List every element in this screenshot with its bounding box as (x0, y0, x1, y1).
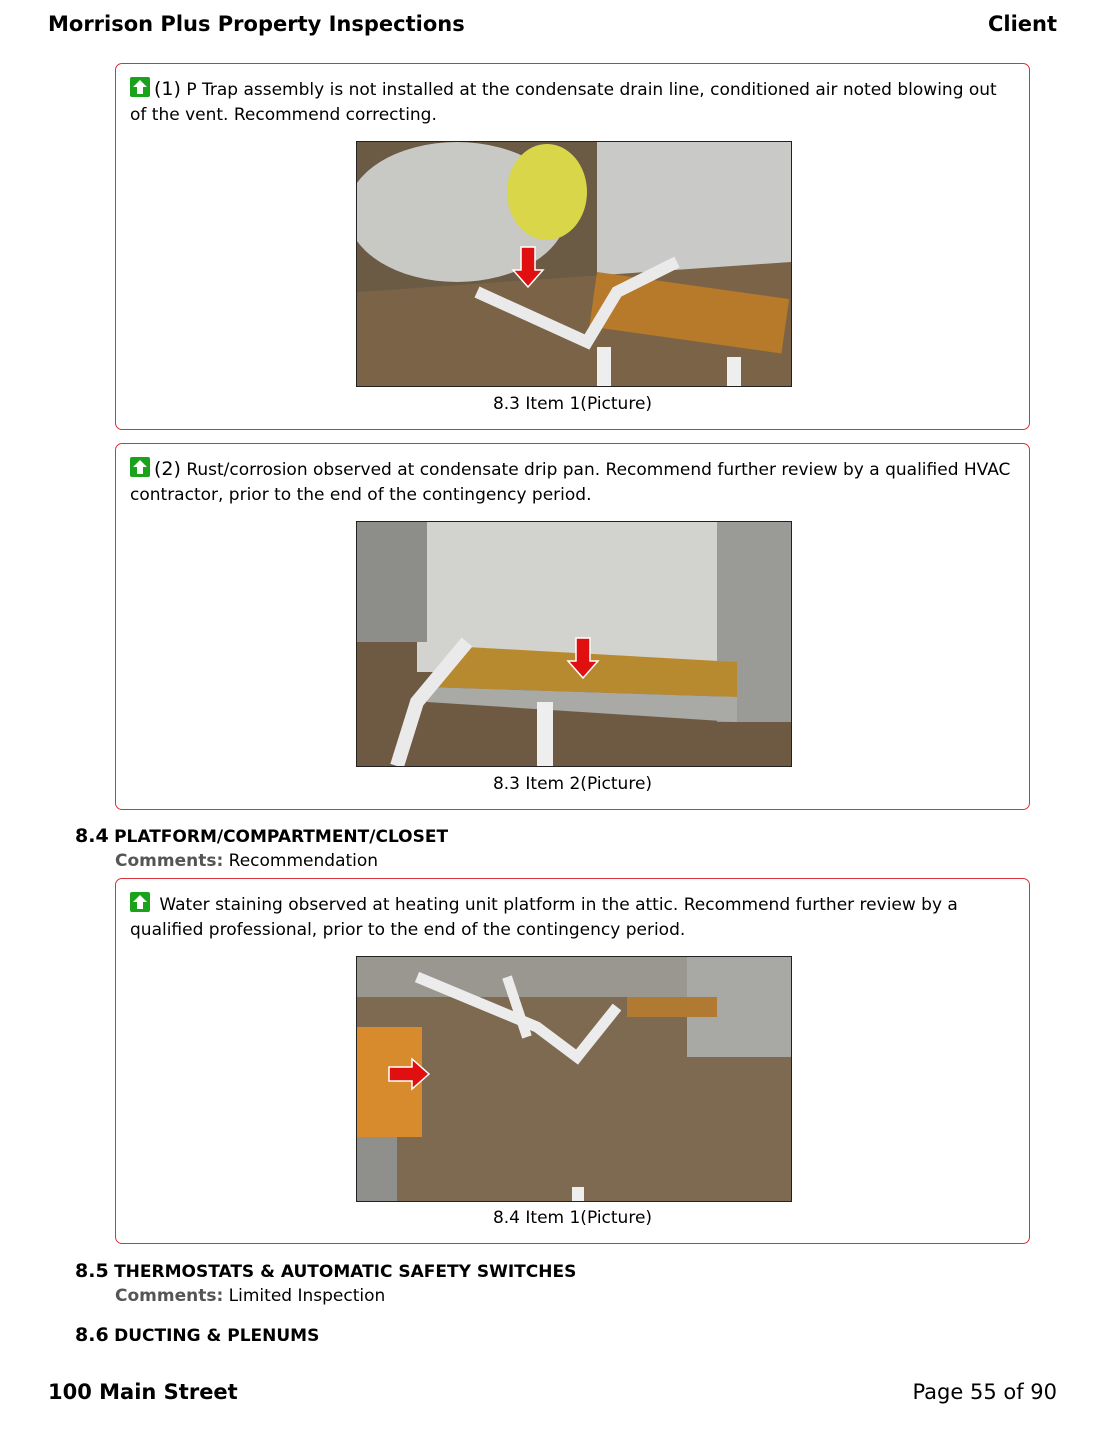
photo-caption: 8.3 Item 2(Picture) (492, 774, 653, 794)
recommendation-flag-icon (130, 892, 150, 912)
defect-box-2 (115, 443, 1030, 810)
section-comments: Comments: Recommendation (115, 851, 379, 871)
item-text: Water staining observed at heating unit platform in the attic. Recommend further review by a qualified professional, prior to the end of the contingency period. (130, 895, 958, 940)
item-text: Rust/corrosion observed at condensate drip pan. Recommend further review by a qualified HVAC contractor, prior to the end of the contingency period. (130, 460, 1011, 505)
defect-box-3 (115, 878, 1030, 1244)
recommendation-flag-icon (130, 457, 150, 477)
photo-caption: 8.3 Item 1(Picture) (492, 394, 653, 414)
item-text: P Trap assembly is not installed at the condensate drain line, conditioned air noted blowing out of the vent. Recommend correcting. (130, 80, 997, 125)
section-heading-8-4: 8.4 PLATFORM/COMPARTMENT/CLOSET (75, 825, 449, 847)
recommendation-flag-icon (130, 77, 150, 97)
property-address: 100 Main Street (48, 1380, 238, 1404)
inspection-photo[interactable] (356, 521, 792, 767)
inspection-photo[interactable] (356, 956, 792, 1202)
section-heading-8-6: 8.6 DUCTING & PLENUMS (75, 1324, 320, 1346)
section-comments: Comments: Limited Inspection (115, 1286, 386, 1306)
client-label: Client (987, 12, 1057, 36)
item-number: (1) (154, 78, 181, 100)
section-heading-8-5: 8.5 THERMOSTATS & AUTOMATIC SAFETY SWITCHES (75, 1260, 577, 1282)
item-number: (2) (154, 458, 181, 480)
photo-caption: 8.4 Item 1(Picture) (492, 1208, 653, 1228)
company-name: Morrison Plus Property Inspections (48, 12, 465, 36)
inspection-photo[interactable] (356, 141, 792, 387)
page-number: Page 55 of 90 (912, 1380, 1057, 1404)
defect-box-1 (115, 63, 1030, 430)
